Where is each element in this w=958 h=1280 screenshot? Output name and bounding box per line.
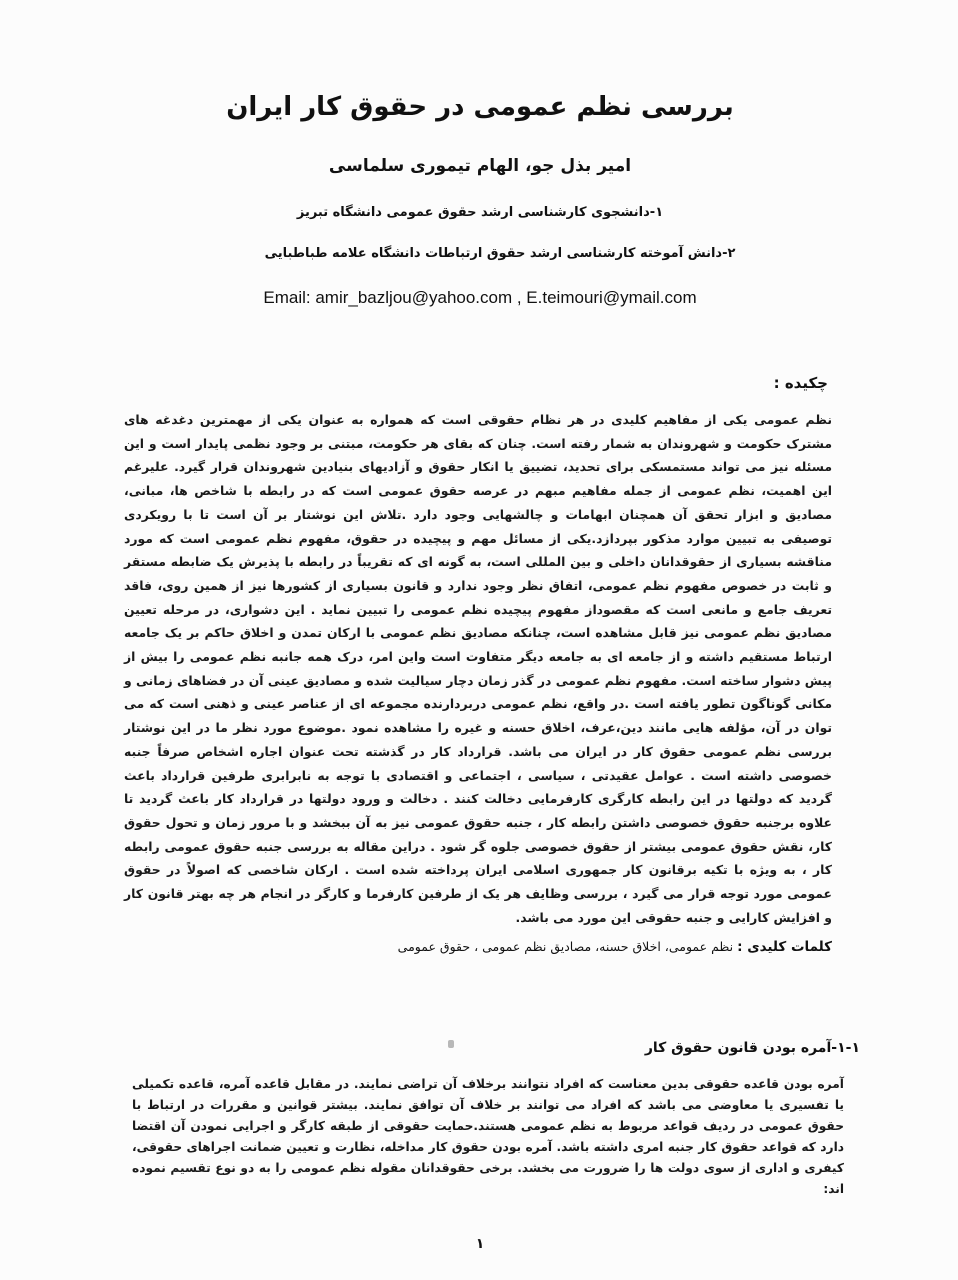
- keywords-text: نظم عمومی، اخلاق حسنه، مصادیق نظم عمومی ، حقوق عمومی: [397, 939, 734, 954]
- affiliation-1: ۱-دانشجوی کارشناسی ارشد حقوق عمومی دانشگاه تبریز: [296, 205, 664, 220]
- page-number: ۱: [475, 1236, 485, 1252]
- author-emails: Email: amir_bazljou@yahoo.com , E.teimouri@ymail.com: [263, 288, 697, 307]
- keywords-label: کلمات کلیدی :: [737, 939, 832, 955]
- paper-authors: امیر بذل جو، الهام تیموری سلماسی: [328, 156, 632, 176]
- section-body: آمره بودن قاعده حقوقی بدین معناست که افراد نتوانند برخلاف آن تراضی نمایند. در مقابل قاعده آمره، قاعده تکمیلی یا تفسیری یا معاوضی می باشد که افراد می توانند بر خلاف آن توافق نمایند. بیشتر قوانین و مقررات در ارتباط با حقوق عمومی در ردیف قواعد مربوط به نظم عمومی هستند.حمایت حقوقی از طبقه کارگر و اجرایی نمودن آن اقتضا دارد که قواعد حقوق کار جنبه امری داشته باشد. آمره بودن حقوق کار مداخله، نظارت و تعیین ضمانت اجراهای حقوقی، کیفری و اداری از سوی دولت ها را ضرورت می بخشد. برخی حقوقدانان مقوله نظم عمومی را به دو نوع تقسیم نموده اند:: [132, 1077, 844, 1196]
- abstract-body: نظم عمومی یکی از مفاهیم کلیدی در هر نظام حقوقی است که همواره به عنوان یکی از مهمترین دغدغه های مشترک حکومت و شهروندان به شمار رفته است. چنان که بقای هر حکومت، مبتنی بر وجود نظمی پایدار است و این مسئله نیز می تواند مستمسکی برای تحدید، تضییق یا انکار حقوق و آزادیهای بنیادین شهروندان قرار گیرد. علیرغم این اهمیت، نظم عمومی از جمله مفاهیم مبهم در عرصه حقوق عمومی است که در رابطه با شاخص ها، مبانی، مصادیق و ابزار تحقق آن همچنان ابهامات و چالشهایی وجود دارد .تلاش این نوشتار بر آن است تا با رویکردی توصیفی به تبیین موارد مذکور بپردازد.یکی از مسائل مهم و پیچیده در حقوق، مفهوم نظم عمومی است که مورد مناقشه بسیاری از حقوقدانان داخلی و بین المللی است، به گونه ای که تقریباً در رابطه با پذیرش یک ضابطه مستقر و ثابت در خصوص مفهوم نظم عمومی، اتفاق نظر وجود ندارد و قانون بسیاری از کشورها نیز از همین روی، فاقد تعریف جامع و مانعی است که مقصوداز مفهوم پیچیده نظم عمومی را تبیین نماید . این دشواری، در مرحله تعیین مصادیق نظم عمومی نیز قابل مشاهده است، چنانکه مصادیق نظم عمومی با ارکان تمدن و اخلاق حاکم بر یک جامعه ارتباط مستقیم داشته و از جامعه ای به جامعه دیگر متفاوت است واین امر، درک همه جانبه نظم عمومی را بیش از پیش دشوار ساخته است. مفهوم نظم عمومی در گذر زمان دچار سیالیت شده و مصادیق عینی آن در فضاهای زمانی و مکانی گوناگون تطور یافته است .در واقع، نظم عمومی دربردارنده مجموعه ای از عناصر عینی و ذهنی است که می توان در آن، مؤلفه هایی مانند دین،عرف، اخلاق حسنه و غیره را مشاهده نمود .موضوع مورد نظر ما در این نوشتار بررسی نظم عمومی حقوق کار در ایران می باشد. قرارداد کار در گذشته تحت عنوان اجاره اشخاص صرفاً جنبه خصوصی داشته است . عوامل عقیدتی ، سیاسی ، اجتماعی و اقتصادی با توجه به نابرابری طرفین قرارداد باعث گردید که دولتها در این رابطه کارگری کارفرمایی دخالت کنند . دخالت و ورود دولتها در قرارداد کار باعث گردید تا علاوه برجنبه حقوق خصوصی داشتن رابطه کار ، جنبه حقوق عمومی نیز به آن ببخشد و با مرور زمان و تحول حقوق کار، نقش حقوق عمومی بیشتر از حقوق خصوصی جلوه گر شود . دراین مقاله به بررسی جنبه حقوق عمومی رابطه کار ، به ویژه با تکیه برقانون کار جمهوری اسلامی ایران پرداخته شده است . ارکان شاخصی که اصولاً در حقوق عمومی مورد توجه قرار می گیرد ، بررسی وظایف هر یک از طرفین کارفرما و کارگر در انجام هر چه بهتر قانون کار و افزایش کارایی و جنبه حقوقی این مورد می باشد.: [124, 412, 832, 925]
- abstract-heading: چکیده :: [773, 374, 828, 392]
- affiliation-2: ۲-دانش آموخته کارشناسی ارشد حقوق ارتباطات دانشگاه علامه طباطبایی: [264, 246, 736, 261]
- scan-speck: [448, 1040, 454, 1048]
- keywords-line: [180, 938, 832, 956]
- section-heading: ۱-۱-آمره بودن قانون حقوق کار: [644, 1040, 860, 1056]
- paper-title: بررسی نظم عمومی در حقوق کار ایران: [226, 92, 734, 122]
